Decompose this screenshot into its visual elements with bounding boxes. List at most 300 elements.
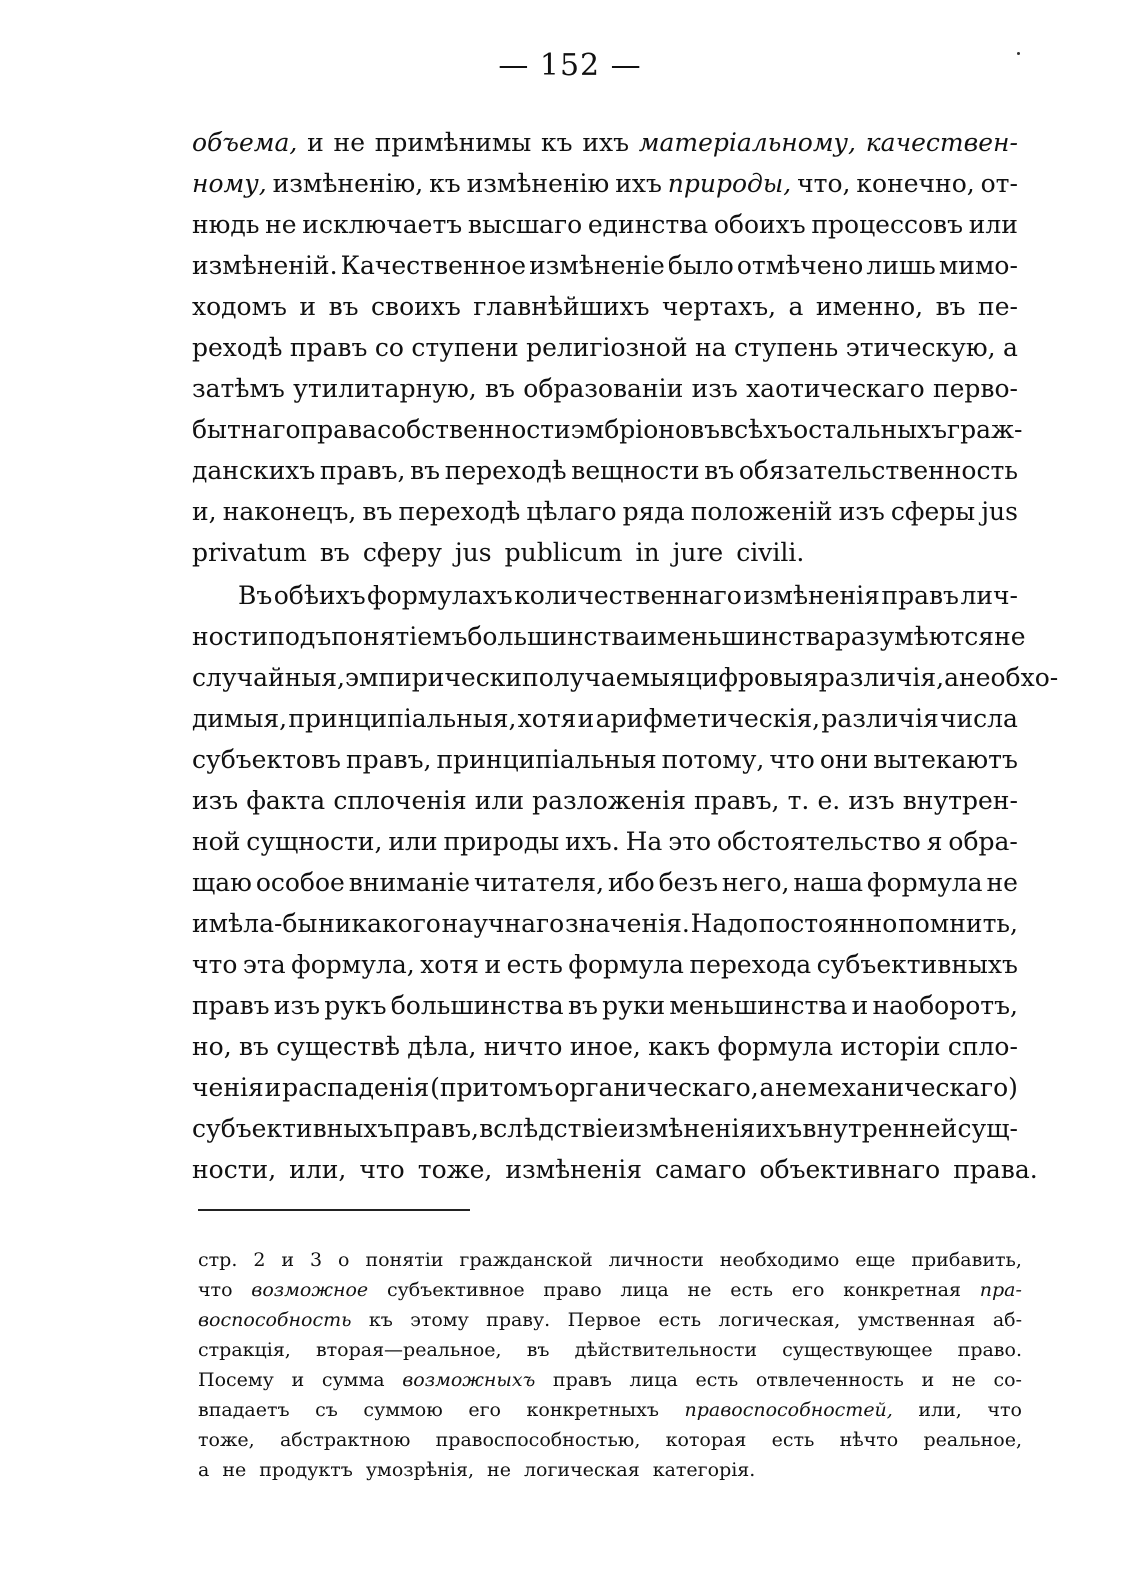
text-line bbox=[192, 862, 1018, 903]
word: получаемыя bbox=[522, 663, 686, 692]
word: обстоятельство bbox=[716, 827, 921, 856]
word: переходѣ bbox=[398, 497, 521, 526]
word: не bbox=[951, 1369, 976, 1391]
italic-word: возможныхъ bbox=[402, 1369, 536, 1391]
word: а bbox=[788, 292, 804, 321]
word: различія, bbox=[818, 663, 945, 692]
word: прибавить, bbox=[911, 1249, 1022, 1271]
word: лишь bbox=[866, 251, 936, 280]
word: конкретныхъ bbox=[526, 1399, 659, 1421]
text-line bbox=[192, 1149, 1038, 1190]
word: стракція, bbox=[198, 1339, 291, 1361]
word: въ bbox=[484, 374, 515, 403]
word: jure bbox=[672, 538, 724, 567]
text-line bbox=[192, 780, 1018, 821]
word: обра- bbox=[948, 827, 1018, 856]
word: е. bbox=[817, 786, 841, 815]
word: а bbox=[759, 1073, 775, 1102]
text-line bbox=[192, 944, 1018, 985]
text-line bbox=[198, 1245, 1022, 1275]
word: въ bbox=[935, 292, 966, 321]
word: умозрѣнія, bbox=[365, 1459, 475, 1481]
word: правъ bbox=[289, 333, 368, 362]
word: правъ, bbox=[345, 745, 432, 774]
word: от- bbox=[980, 169, 1018, 198]
word: изъ bbox=[691, 374, 738, 403]
word: наоборотъ, bbox=[872, 991, 1018, 1020]
page-number: — 152 — bbox=[498, 48, 642, 83]
word: логическая bbox=[523, 1459, 640, 1481]
word: щаю bbox=[192, 868, 252, 897]
word: есть bbox=[695, 1369, 739, 1391]
word: есть bbox=[730, 1279, 773, 1301]
word: правъ bbox=[552, 1369, 612, 1391]
word: субъективныхъ bbox=[192, 1114, 394, 1143]
word: Качественное bbox=[340, 251, 527, 280]
word: вслѣдствіе bbox=[479, 1114, 619, 1143]
word: которая bbox=[665, 1429, 747, 1451]
word: главнѣйшихъ bbox=[473, 292, 650, 321]
word: я bbox=[926, 827, 943, 856]
word: количественнаго bbox=[514, 581, 742, 610]
word: въ bbox=[526, 1339, 550, 1361]
italic-word: матеріальному, bbox=[638, 128, 856, 157]
word: со bbox=[374, 333, 404, 362]
word: меньшинства bbox=[657, 622, 835, 651]
word: бытнаго bbox=[192, 415, 301, 444]
word: измѣненія bbox=[618, 1114, 756, 1143]
word: праву. bbox=[486, 1309, 551, 1331]
word: или bbox=[388, 827, 438, 856]
word: нюдь bbox=[192, 210, 260, 239]
text-line bbox=[192, 903, 1018, 944]
word: большинства bbox=[390, 991, 564, 1020]
word: дѣйствительности bbox=[574, 1339, 758, 1361]
text-line bbox=[192, 163, 1018, 204]
word: что, bbox=[797, 169, 851, 198]
word: не bbox=[986, 868, 1018, 897]
word: арифметическія, bbox=[595, 704, 821, 733]
word: ничто bbox=[483, 1032, 563, 1061]
word: формулахъ bbox=[367, 581, 513, 610]
word: наша bbox=[793, 868, 864, 897]
word: не bbox=[222, 1459, 247, 1481]
word: особое bbox=[255, 868, 345, 897]
text-line bbox=[192, 491, 1018, 532]
word: отмѣчено bbox=[736, 251, 864, 280]
word: перехода bbox=[689, 950, 812, 979]
word: in bbox=[635, 538, 660, 567]
word: димыя, bbox=[192, 704, 288, 733]
word: понятіи bbox=[365, 1249, 444, 1271]
word: къ bbox=[368, 1309, 393, 1331]
word: стр. bbox=[198, 1249, 238, 1271]
word: Надо bbox=[690, 909, 758, 938]
text-line bbox=[192, 1026, 1018, 1067]
word: механическаго) bbox=[807, 1073, 1018, 1102]
word: jus bbox=[981, 497, 1018, 526]
word: или, bbox=[918, 1399, 962, 1421]
word: этому bbox=[410, 1309, 469, 1331]
word: природы bbox=[443, 827, 560, 856]
word: На bbox=[625, 827, 663, 856]
italic-word: возможное bbox=[251, 1279, 369, 1301]
word: измѣненіе bbox=[529, 251, 665, 280]
word: безъ bbox=[658, 868, 718, 897]
word: право bbox=[543, 1279, 602, 1301]
word: спло- bbox=[947, 1032, 1018, 1061]
word: и bbox=[299, 292, 317, 321]
word: органическаго, bbox=[554, 1073, 759, 1102]
word: случайныя, bbox=[192, 663, 345, 692]
word: мимо- bbox=[938, 251, 1018, 280]
word: правоспособностью, bbox=[435, 1429, 641, 1451]
word: правъ, bbox=[693, 786, 780, 815]
word: чертахъ, bbox=[662, 292, 777, 321]
word: понятіемъ bbox=[331, 622, 468, 651]
word: изъ bbox=[838, 497, 885, 526]
word: продуктъ bbox=[259, 1459, 353, 1481]
word: правъ, bbox=[319, 456, 406, 485]
word: категорія. bbox=[652, 1459, 756, 1481]
word: сферу bbox=[362, 538, 442, 567]
word: граж- bbox=[947, 415, 1023, 444]
word: не bbox=[687, 1279, 712, 1301]
word: что bbox=[198, 1279, 233, 1301]
word: и bbox=[640, 622, 658, 651]
word: вытекаютъ bbox=[873, 745, 1018, 774]
word: цифровыя bbox=[685, 663, 819, 692]
word: что bbox=[987, 1399, 1022, 1421]
word: научнаго bbox=[441, 909, 565, 938]
word: измѣненій. bbox=[192, 251, 338, 280]
text-line bbox=[192, 409, 1023, 450]
word: числа bbox=[939, 704, 1018, 733]
word: и bbox=[851, 991, 869, 1020]
word: исключаетъ bbox=[302, 210, 463, 239]
word: есть bbox=[771, 1429, 815, 1451]
word: сущ- bbox=[957, 1114, 1018, 1143]
word: измѣненію, bbox=[272, 169, 424, 198]
word: существующее bbox=[782, 1339, 933, 1361]
text-line bbox=[192, 698, 1018, 739]
word: не bbox=[265, 210, 297, 239]
word: лич- bbox=[960, 581, 1018, 610]
word: къ bbox=[541, 128, 573, 157]
word: ченія bbox=[192, 1073, 264, 1102]
word: правъ bbox=[881, 581, 959, 610]
italic-word: пра- bbox=[979, 1279, 1022, 1301]
word: меньшинства bbox=[669, 991, 848, 1020]
word: измѣненія bbox=[505, 1155, 643, 1184]
word: не bbox=[333, 128, 365, 157]
word: умственная bbox=[857, 1309, 976, 1331]
word: 2 bbox=[253, 1249, 266, 1271]
word: со- bbox=[993, 1369, 1022, 1391]
word: различія bbox=[821, 704, 939, 733]
word: хотя bbox=[420, 950, 479, 979]
word: реходѣ bbox=[192, 333, 283, 362]
word: съ bbox=[315, 1399, 338, 1421]
word: не bbox=[994, 622, 1026, 651]
word: потому, bbox=[661, 745, 765, 774]
word: разложенія bbox=[532, 786, 686, 815]
word: ихъ bbox=[582, 128, 629, 157]
word: пе- bbox=[978, 292, 1018, 321]
main-text bbox=[192, 122, 1059, 1190]
word: формула bbox=[867, 868, 983, 897]
word: ной bbox=[192, 827, 241, 856]
word: принципіальныя, bbox=[288, 704, 517, 733]
text-line bbox=[192, 450, 1018, 491]
word: наконецъ, bbox=[222, 497, 357, 526]
word: аб- bbox=[992, 1309, 1022, 1331]
word: но, bbox=[192, 1032, 232, 1061]
word: есть bbox=[506, 950, 563, 979]
text-line bbox=[192, 657, 1059, 698]
word: единства bbox=[587, 210, 709, 239]
word: лица bbox=[620, 1279, 669, 1301]
word: хотя bbox=[517, 704, 577, 733]
word: въ bbox=[319, 538, 350, 567]
word: распаденія bbox=[282, 1073, 430, 1102]
word: правъ bbox=[192, 991, 270, 1020]
print-speck bbox=[1017, 52, 1020, 55]
word: какъ bbox=[648, 1032, 711, 1061]
word: на bbox=[694, 333, 727, 362]
word: формула bbox=[568, 950, 684, 979]
word: и bbox=[264, 1073, 282, 1102]
word: образованіи bbox=[523, 374, 684, 403]
word: объективнаго bbox=[759, 1155, 941, 1184]
word: логическая, bbox=[718, 1309, 841, 1331]
word: или bbox=[474, 786, 525, 815]
word: суммою bbox=[363, 1399, 443, 1421]
word: остальныхъ bbox=[793, 415, 948, 444]
word: Посему bbox=[198, 1369, 274, 1391]
word: субъектовъ bbox=[192, 745, 341, 774]
word: и bbox=[307, 128, 324, 157]
word: и bbox=[577, 704, 595, 733]
word: гражданской bbox=[459, 1249, 593, 1271]
word: цѣлаго bbox=[526, 497, 617, 526]
text-line bbox=[192, 1067, 1018, 1108]
word: publicum bbox=[504, 538, 623, 567]
word: впадаетъ bbox=[198, 1399, 290, 1421]
word: его bbox=[791, 1279, 825, 1301]
word: внутренней bbox=[802, 1114, 958, 1143]
word: и bbox=[921, 1369, 935, 1391]
word: въ bbox=[328, 292, 359, 321]
word: рукъ bbox=[324, 991, 387, 1020]
word: въ bbox=[238, 1032, 269, 1061]
word: эта bbox=[242, 950, 286, 979]
word: лица bbox=[629, 1369, 678, 1391]
word: этическую, bbox=[845, 333, 996, 362]
text-line bbox=[198, 1305, 1022, 1335]
word: что bbox=[769, 745, 815, 774]
word: эмбріоновъ bbox=[570, 415, 720, 444]
word: ступени bbox=[411, 333, 519, 362]
word: конкретная bbox=[843, 1279, 961, 1301]
word: что bbox=[192, 950, 238, 979]
word: собственности bbox=[377, 415, 571, 444]
word: абстрактною bbox=[279, 1429, 411, 1451]
word: измѣненію bbox=[466, 169, 610, 198]
word: формула bbox=[717, 1032, 834, 1061]
word: обязательственность bbox=[738, 456, 1018, 485]
word: въ bbox=[410, 456, 441, 485]
word: существѣ bbox=[276, 1032, 400, 1061]
word: а bbox=[198, 1459, 210, 1481]
text-line bbox=[198, 1425, 1022, 1455]
word: изъ bbox=[848, 786, 895, 815]
word: именно, bbox=[815, 292, 924, 321]
word: помнить, bbox=[898, 909, 1018, 938]
word: а bbox=[1002, 333, 1018, 362]
word: ходомъ bbox=[192, 292, 287, 321]
word: самаго bbox=[655, 1155, 747, 1184]
word: изъ bbox=[273, 991, 321, 1020]
word: вторая—реальное, bbox=[315, 1339, 502, 1361]
word: хаотическаго bbox=[746, 374, 925, 403]
word: а bbox=[944, 663, 960, 692]
word: и, bbox=[192, 497, 217, 526]
word: къ bbox=[429, 169, 461, 198]
word: никакого bbox=[318, 909, 441, 938]
text-line bbox=[192, 122, 1018, 163]
word: своихъ bbox=[371, 292, 461, 321]
word: Первое bbox=[567, 1309, 641, 1331]
word: есть bbox=[658, 1309, 702, 1331]
word: нѣчто bbox=[839, 1429, 899, 1451]
word: не bbox=[775, 1073, 807, 1102]
footnote bbox=[198, 1245, 1022, 1485]
italic-word: природы, bbox=[667, 169, 792, 198]
word: утилитарную, bbox=[293, 374, 477, 403]
word: значенія. bbox=[564, 909, 690, 938]
word: вниманіе bbox=[348, 868, 470, 897]
word: подъ bbox=[268, 622, 332, 651]
word: Въ bbox=[238, 581, 273, 610]
word: религіозной bbox=[526, 333, 688, 362]
italic-word: качествен- bbox=[865, 128, 1018, 157]
word: вещности bbox=[571, 456, 700, 485]
italic-word: объема, bbox=[192, 128, 298, 157]
text-line bbox=[192, 368, 1018, 409]
word: субъективныхъ bbox=[816, 950, 1018, 979]
word: данскихъ bbox=[192, 456, 316, 485]
word: необхо- bbox=[959, 663, 1059, 692]
word: въ bbox=[567, 991, 598, 1020]
word: разумѣются bbox=[834, 622, 995, 651]
word: обоихъ bbox=[713, 210, 806, 239]
text-line bbox=[192, 616, 1026, 657]
word: положеній bbox=[690, 497, 833, 526]
word: не bbox=[487, 1459, 511, 1481]
word: субъективное bbox=[386, 1279, 525, 1301]
italic-word: правоспособностей, bbox=[684, 1399, 893, 1421]
text-line bbox=[198, 1455, 1022, 1485]
word: высшаго bbox=[467, 210, 583, 239]
word: тоже, bbox=[198, 1429, 255, 1451]
word: переходѣ bbox=[444, 456, 567, 485]
word: примѣнимы bbox=[374, 128, 532, 157]
word: ступень bbox=[733, 333, 839, 362]
word: ряда bbox=[622, 497, 685, 526]
word: ности bbox=[192, 622, 269, 651]
word: и bbox=[484, 950, 502, 979]
word: принципіальныя bbox=[436, 745, 657, 774]
word: читателя, bbox=[473, 868, 605, 897]
word: конечно, bbox=[856, 169, 975, 198]
word: его bbox=[468, 1399, 501, 1421]
word: права bbox=[300, 415, 378, 444]
word: исторіи bbox=[840, 1032, 941, 1061]
word: т. bbox=[787, 786, 810, 815]
text-line bbox=[192, 532, 1018, 573]
word: ибо bbox=[607, 868, 655, 897]
word: 3 bbox=[309, 1249, 323, 1271]
word: или bbox=[968, 210, 1018, 239]
word: это bbox=[668, 827, 712, 856]
text-line bbox=[192, 739, 1018, 780]
word: сумма bbox=[321, 1369, 385, 1391]
text-line bbox=[192, 575, 1018, 616]
word: и bbox=[281, 1249, 295, 1271]
word: имѣла-бы bbox=[192, 909, 318, 938]
italic-word: воспособность bbox=[198, 1309, 352, 1331]
word: jus bbox=[454, 538, 492, 567]
word: въ bbox=[362, 497, 393, 526]
word: факта bbox=[246, 786, 326, 815]
text-line bbox=[198, 1275, 1022, 1305]
word: ихъ bbox=[615, 169, 662, 198]
word: ихъ. bbox=[565, 827, 620, 856]
word: civili. bbox=[736, 538, 805, 567]
word: о bbox=[338, 1249, 350, 1271]
word: ихъ bbox=[755, 1114, 803, 1143]
word: него, bbox=[721, 868, 790, 897]
italic-word: ному, bbox=[192, 169, 267, 198]
word: ности, bbox=[192, 1155, 277, 1184]
word: дѣла, bbox=[407, 1032, 477, 1061]
word: сферы bbox=[890, 497, 976, 526]
word: эмпирически bbox=[344, 663, 523, 692]
word: иное, bbox=[569, 1032, 641, 1061]
text-line bbox=[192, 327, 1018, 368]
text-line bbox=[192, 286, 1018, 327]
word: внутрен- bbox=[902, 786, 1018, 815]
text-line bbox=[192, 985, 1018, 1026]
word: права. bbox=[953, 1155, 1038, 1184]
word: отвлеченность bbox=[755, 1369, 904, 1391]
text-line bbox=[192, 245, 1018, 286]
word: формула, bbox=[291, 950, 415, 979]
word: измѣненія bbox=[743, 581, 880, 610]
word: процессовъ bbox=[811, 210, 963, 239]
word: правъ, bbox=[393, 1114, 479, 1143]
word: руки bbox=[602, 991, 666, 1020]
word: было bbox=[667, 251, 734, 280]
word: что bbox=[359, 1155, 405, 1184]
word: необходимо bbox=[719, 1249, 840, 1271]
text-line bbox=[192, 821, 1018, 862]
text-line bbox=[198, 1365, 1022, 1395]
word: всѣхъ bbox=[720, 415, 794, 444]
text-line bbox=[192, 204, 1018, 245]
word: сплоченія bbox=[333, 786, 467, 815]
